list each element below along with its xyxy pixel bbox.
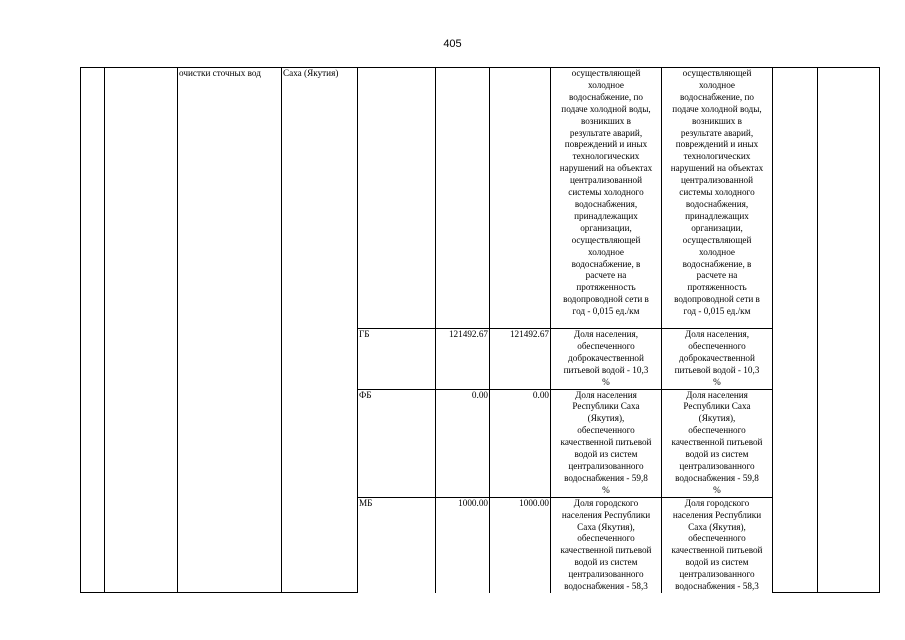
indicator-line: % (602, 376, 610, 387)
indicator-line: обеспеченного (688, 425, 746, 436)
indicator-line: (Якутия), (587, 413, 625, 424)
indicator-line: водоснабжение, в (682, 258, 752, 269)
indicator-line: населения Республики (561, 509, 651, 520)
indicator-text (663, 390, 771, 497)
indicator-text (663, 498, 771, 593)
indicator-line: год - 0,015 ед./км (572, 306, 640, 317)
indicator-line: централизованной (569, 175, 643, 186)
indicator-line: Доля городского (684, 497, 750, 508)
indicator-line: качественной питьевой (671, 545, 763, 556)
indicator-cell (662, 389, 773, 497)
indicator-line: обеспеченного (577, 533, 635, 544)
indicator-line: нарушений на объектах (559, 163, 653, 174)
indicator-line: холодное (587, 79, 624, 90)
indicator-line: расчете на (585, 270, 627, 281)
indicator-line: водоснабжение, по (569, 91, 643, 102)
indicator-line: принадлежащих (685, 210, 749, 221)
indicator-line: централизованной (680, 175, 754, 186)
amount-value: 0.00 (532, 389, 549, 400)
indicator-cell (662, 497, 773, 593)
indicator-line: Доля населения (575, 389, 637, 400)
indicator-line: водоснабжения, (685, 198, 749, 209)
table-row (81, 68, 880, 329)
indicator-line: год - 0,015 ед./км (683, 306, 751, 317)
indicator-line: технологических (683, 151, 751, 162)
funding-source: МБ (359, 497, 373, 508)
indicator-line: водоснабжения - 59,8 (675, 472, 759, 483)
indicator-text (663, 329, 771, 389)
indicator-line: протяженность (687, 282, 747, 293)
indicator-line: результате аварий, (569, 127, 643, 138)
indicator-text (552, 390, 660, 497)
indicator-line: Республики Саха (572, 401, 640, 412)
indicator-line: водоснабжение, в (571, 258, 641, 269)
indicator-text (552, 329, 660, 389)
indicator-line: холодное (587, 246, 624, 257)
indicator-line: обеспеченного (577, 425, 635, 436)
indicator-text (552, 68, 660, 318)
indicator-line: Доля городского (573, 497, 639, 508)
indicator-line: доброкачественной (568, 352, 644, 363)
indicator-line: возникших в (691, 115, 742, 126)
indicator-line: водоснабжение, по (680, 91, 754, 102)
indicator-cell (551, 68, 662, 329)
indicator-line: водой из систем (685, 557, 749, 568)
indicator-line: водоснабжения - 59,8 (564, 472, 648, 483)
amount-cell (436, 68, 490, 329)
indicator-line: Доля населения (686, 389, 748, 400)
indicator-line: питьевой водой - 10,3 (563, 364, 649, 375)
indicator-cell (551, 497, 662, 593)
indicator-line: водоснабжения - 58,3 (675, 581, 759, 592)
indicator-line: нарушений на объектах (670, 163, 764, 174)
amount-cell (490, 329, 551, 390)
indicator-line: повреждений и иных (564, 139, 648, 150)
amount-cell (436, 389, 490, 497)
indicator-line: организации, (580, 222, 632, 233)
indicator-line: системы холодного (679, 187, 755, 198)
region-text: Саха (Якутия) (283, 68, 339, 78)
indicator-line: холодное (698, 79, 735, 90)
indicator-line: технологических (572, 151, 640, 162)
indicator-line: питьевой водой - 10,3 (674, 364, 760, 375)
indicator-line: результате аварий, (680, 127, 754, 138)
indicator-line: обеспеченного (688, 533, 746, 544)
amount-cell (490, 497, 551, 593)
amount-cell (436, 497, 490, 593)
indicator-line: водоснабжения - 58,3 (564, 581, 648, 592)
indicator-line: Доля населения, (573, 329, 639, 339)
indicator-line: % (713, 376, 721, 387)
program-table (80, 67, 880, 593)
empty-cell (773, 68, 818, 593)
indicator-text (663, 68, 771, 318)
indicator-line: качественной питьевой (560, 437, 652, 448)
indicator-line: осуществляющей (682, 68, 752, 78)
indicator-line: осуществляющей (571, 234, 641, 245)
indicator-line: протяженность (576, 282, 636, 293)
funding-source: ФБ (359, 389, 372, 400)
indicator-line: организации, (691, 222, 743, 233)
indicator-line: водопроводной сети в (563, 294, 649, 305)
indicator-line: водой из систем (685, 449, 749, 460)
region-cell (282, 68, 358, 593)
amount-cell (490, 68, 551, 329)
indicator-text (552, 498, 660, 593)
col-code-cell (105, 68, 178, 593)
indicator-line: осуществляющей (571, 68, 641, 78)
indicator-line: водоснабжения, (574, 198, 638, 209)
indicator-line: централизованного (679, 460, 755, 471)
indicator-line: водой из систем (574, 449, 638, 460)
funding-source-cell (358, 329, 436, 390)
amount-cell (436, 329, 490, 390)
indicator-line: осуществляющей (682, 234, 752, 245)
funding-source: ГБ (359, 329, 370, 339)
indicator-line: централизованного (568, 460, 644, 471)
indicator-line: Доля населения, (684, 329, 750, 339)
indicator-line: водопроводной сети в (674, 294, 760, 305)
indicator-line: водой из систем (574, 557, 638, 568)
program-name-cell (178, 68, 282, 593)
program-name-text: очистки сточных вод (179, 68, 261, 78)
amount-value: 121492.67 (448, 329, 488, 339)
indicator-line: доброкачественной (679, 352, 755, 363)
source-cell (358, 68, 436, 329)
indicator-line: возникших в (580, 115, 631, 126)
indicator-line: обеспеченного (577, 340, 635, 351)
page-number: 405 (443, 38, 462, 50)
indicator-line: централизованного (679, 569, 755, 580)
amount-value: 1000.00 (519, 497, 549, 508)
indicator-line: (Якутия), (698, 413, 736, 424)
indicator-line: повреждений и иных (675, 139, 759, 150)
funding-source-cell (358, 497, 436, 593)
indicator-cell (551, 329, 662, 390)
indicator-line: принадлежащих (574, 210, 638, 221)
indicator-line: Республики Саха (683, 401, 751, 412)
indicator-line: населения Республики (672, 509, 762, 520)
indicator-line: подаче холодной воды, (561, 103, 651, 114)
indicator-line: % (602, 484, 610, 495)
amount-value: 0.00 (471, 389, 488, 400)
indicator-cell (662, 329, 773, 390)
empty-cell (818, 68, 880, 593)
indicator-line: % (713, 484, 721, 495)
indicator-line: обеспеченного (688, 340, 746, 351)
indicator-line: качественной питьевой (671, 437, 763, 448)
indicator-cell (662, 68, 773, 329)
amount-value: 1000.00 (458, 497, 488, 508)
indicator-line: Саха (Якутия), (688, 521, 746, 532)
indicator-line: подаче холодной воды, (672, 103, 762, 114)
col-number-cell (81, 68, 105, 593)
indicator-line: качественной питьевой (560, 545, 652, 556)
indicator-line: холодное (698, 246, 735, 257)
indicator-cell (551, 389, 662, 497)
indicator-line: расчете на (696, 270, 738, 281)
indicator-line: системы холодного (568, 187, 644, 198)
amount-cell (490, 389, 551, 497)
amount-value: 121492.67 (509, 329, 549, 339)
indicator-line: централизованного (568, 569, 644, 580)
indicator-line: Саха (Якутия), (577, 521, 635, 532)
funding-source-cell (358, 389, 436, 497)
